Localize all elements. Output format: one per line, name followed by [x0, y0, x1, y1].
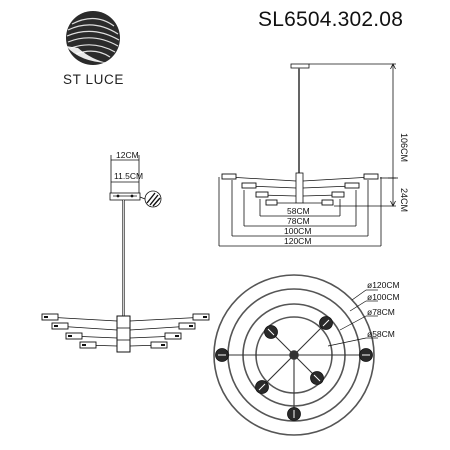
mount-width-label: 12CM [116, 150, 139, 160]
width-100-label: 100CM [284, 226, 312, 236]
overall-height-label: 106CM [399, 133, 409, 163]
plan-view [214, 275, 378, 435]
mount-detail [110, 155, 161, 207]
width-78-label: 78CM [287, 216, 310, 226]
mount-depth-label: 11.5CM [114, 171, 144, 181]
width-58-label: 58CM [287, 206, 310, 216]
diameter-78-label: ø78CM [367, 307, 395, 317]
body-height-label: 24CM [399, 188, 409, 213]
model-number: SL6504.302.08 [258, 8, 404, 31]
diameter-120-label: ø120CM [367, 280, 400, 290]
width-120-label: 120CM [284, 236, 312, 246]
brand-logo [66, 11, 120, 65]
side-elevation [42, 200, 209, 352]
diameter-58-label: ø58CM [367, 329, 395, 339]
brand-name: ST LUCE [63, 72, 124, 87]
diameter-100-label: ø100CM [367, 292, 400, 302]
